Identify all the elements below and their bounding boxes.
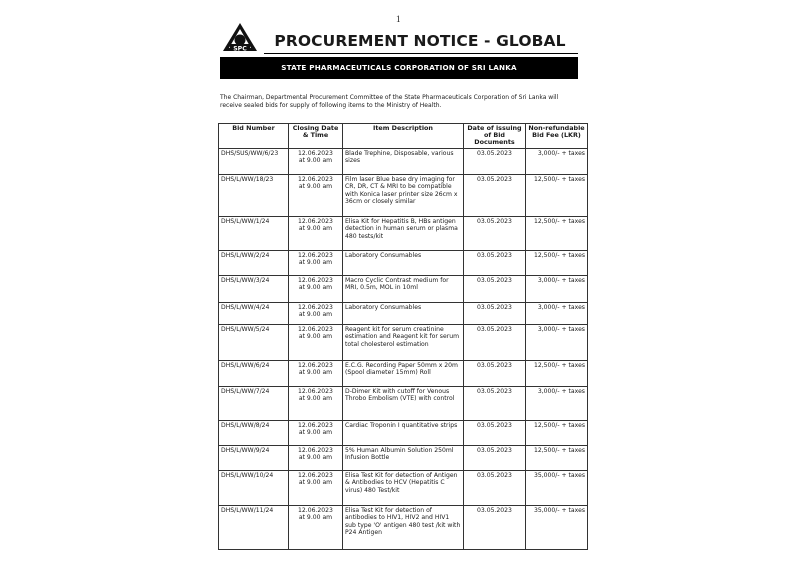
page-number: 1	[396, 14, 401, 24]
closing-date	[289, 149, 343, 175]
item-description: Elisa Test Kit for detection of antibodies to HIV1, HIV2 and HIV1 sub type 'O' antigen 480 test /kit with P24 Antigen	[343, 506, 464, 550]
bid-number: DHS/L/WW/11/24	[219, 506, 289, 550]
table-row	[219, 149, 588, 175]
issue-date: 03.05.2023	[464, 325, 526, 361]
closing-date	[289, 276, 343, 303]
closing-date-value: 12.06.2023	[298, 472, 333, 479]
closing-date	[289, 303, 343, 325]
bid-fee: 12,500/- + taxes	[526, 217, 588, 251]
closing-date	[289, 387, 343, 421]
table-row	[219, 421, 588, 446]
bid-fee: 3,000/- + taxes	[526, 149, 588, 175]
bid-fee: 12,500/- + taxes	[526, 446, 588, 471]
bid-fee: 12,500/- + taxes	[526, 251, 588, 276]
logo-text: SPC	[233, 45, 247, 53]
table-row	[219, 303, 588, 325]
table-row	[219, 361, 588, 387]
bid-number: DHS/L/WW/18/23	[219, 175, 289, 217]
bids-table	[218, 123, 588, 550]
closing-date	[289, 175, 343, 217]
bid-number: DHS/L/WW/2/24	[219, 251, 289, 276]
table-row	[219, 251, 588, 276]
bid-fee: 3,000/- + taxes	[526, 276, 588, 303]
item-description: 5% Human Albumin Solution 250ml Infusion Bottle	[343, 446, 464, 471]
closing-time-value: at 9.00 am	[298, 259, 333, 267]
closing-date	[289, 506, 343, 550]
closing-date-value: 12.06.2023	[298, 277, 333, 284]
item-description: Elisa Kit for Hepatitis B, HBs antigen detection in human serum or plasma 480 tests/kit	[343, 217, 464, 251]
table-row	[219, 387, 588, 421]
issue-date: 03.05.2023	[464, 303, 526, 325]
bid-fee: 3,000/- + taxes	[526, 387, 588, 421]
bid-number: DHS/L/WW/8/24	[219, 421, 289, 446]
closing-time-value: at 9.00 am	[298, 157, 333, 165]
header-bid-number: Bid Number	[219, 124, 289, 149]
closing-time-value: at 9.00 am	[298, 284, 333, 292]
table-row	[219, 506, 588, 550]
closing-date	[289, 217, 343, 251]
intro-paragraph: The Chairman, Departmental Procurement Committee of the State Pharmaceuticals Corporation of Sri Lanka will receive sealed bids for supply of following items to the Ministry of Health.	[220, 94, 559, 109]
item-description: E.C.G. Recording Paper 50mm x 20m (Spool diameter 15mm) Roll	[343, 361, 464, 387]
closing-time-value: at 9.00 am	[298, 479, 333, 487]
issue-date: 03.05.2023	[464, 149, 526, 175]
item-description: Blade Trephine, Disposable, various sizes	[343, 149, 464, 175]
issue-date: 03.05.2023	[464, 251, 526, 276]
bid-fee: 3,000/- + taxes	[526, 303, 588, 325]
bid-fee: 35,000/- + taxes	[526, 506, 588, 550]
closing-date	[289, 361, 343, 387]
closing-time-value: at 9.00 am	[298, 429, 333, 437]
spc-logo-icon	[220, 22, 260, 54]
closing-date-value: 12.06.2023	[298, 176, 333, 183]
bid-number: DHS/L/WW/6/24	[219, 361, 289, 387]
item-description: Laboratory Consumables	[343, 251, 464, 276]
issue-date: 03.05.2023	[464, 446, 526, 471]
closing-date-value: 12.06.2023	[298, 304, 333, 311]
closing-date-value: 12.06.2023	[298, 218, 333, 225]
closing-date-value: 12.06.2023	[298, 447, 333, 454]
spc-logo	[220, 22, 260, 54]
closing-time-value: at 9.00 am	[298, 333, 333, 341]
page-title: PROCUREMENT NOTICE - GLOBAL	[274, 32, 566, 50]
closing-date-value: 12.06.2023	[298, 150, 333, 157]
closing-date	[289, 251, 343, 276]
bid-fee: 35,000/- + taxes	[526, 471, 588, 506]
bid-fee: 3,000/- + taxes	[526, 325, 588, 361]
item-description: Laboratory Consumables	[343, 303, 464, 325]
closing-date-value: 12.06.2023	[298, 422, 333, 429]
issue-date: 03.05.2023	[464, 421, 526, 446]
closing-time-value: at 9.00 am	[298, 183, 333, 191]
item-description: Reagent kit for serum creatinine estimation and Reagent kit for serum total cholesterol estimation	[343, 325, 464, 361]
header-item-description: Item Description	[343, 124, 464, 149]
bid-number: DHS/L/WW/7/24	[219, 387, 289, 421]
bid-number: DHS/L/WW/10/24	[219, 471, 289, 506]
item-description: Cardiac Troponin I quantitative strips	[343, 421, 464, 446]
closing-date	[289, 471, 343, 506]
closing-time-value: at 9.00 am	[298, 454, 333, 462]
header-bid-fee: Non-refundable Bid Fee (LKR)	[526, 124, 588, 149]
header-issue-date: Date of issuing of Bid Documents	[464, 124, 526, 149]
issue-date: 03.05.2023	[464, 175, 526, 217]
table-row	[219, 175, 588, 217]
bid-number: DHS/L/WW/3/24	[219, 276, 289, 303]
table-row	[219, 446, 588, 471]
bid-number: DHS/L/WW/4/24	[219, 303, 289, 325]
title-underline	[264, 53, 578, 54]
closing-time-value: at 9.00 am	[298, 369, 333, 377]
bid-fee: 12,500/- + taxes	[526, 175, 588, 217]
bid-fee: 12,500/- + taxes	[526, 361, 588, 387]
item-description: Macro Cyclic Contrast medium for MRI, 0.5m, MOL in 10ml	[343, 276, 464, 303]
header-closing-date: Closing Date & Time	[289, 124, 343, 149]
table-header-row	[219, 124, 588, 149]
organization-banner: STATE PHARMACEUTICALS CORPORATION OF SRI LANKA	[220, 57, 578, 79]
closing-date	[289, 421, 343, 446]
table-row	[219, 325, 588, 361]
closing-date	[289, 325, 343, 361]
closing-time-value: at 9.00 am	[298, 311, 333, 319]
issue-date: 03.05.2023	[464, 217, 526, 251]
issue-date: 03.05.2023	[464, 506, 526, 550]
bid-fee: 12,500/- + taxes	[526, 421, 588, 446]
closing-time-value: at 9.00 am	[298, 395, 333, 403]
item-description: Elisa Test Kit for detection of Antigen & Antibodies to HCV (Hepatitis C virus) 480 Test/kit	[343, 471, 464, 506]
closing-date-value: 12.06.2023	[298, 252, 333, 259]
issue-date: 03.05.2023	[464, 361, 526, 387]
bid-number: DHS/L/WW/9/24	[219, 446, 289, 471]
item-description: Film laser Blue base dry imaging for CR, DR, CT & MRI to be compatible with Konica laser printer size 26cm x 36cm or closely similar	[343, 175, 464, 217]
closing-date	[289, 446, 343, 471]
issue-date: 03.05.2023	[464, 276, 526, 303]
bid-number: DHS/L/WW/5/24	[219, 325, 289, 361]
closing-time-value: at 9.00 am	[298, 225, 333, 233]
issue-date: 03.05.2023	[464, 471, 526, 506]
closing-time-value: at 9.00 am	[298, 514, 333, 522]
table-row	[219, 276, 588, 303]
table-row	[219, 471, 588, 506]
closing-date-value: 12.06.2023	[298, 326, 333, 333]
bid-number: DHS/SUS/WW/6/23	[219, 149, 289, 175]
issue-date: 03.05.2023	[464, 387, 526, 421]
item-description: D-Dimer Kit with cutoff for Venous Throbo Embolism (VTE) with control	[343, 387, 464, 421]
table-row	[219, 217, 588, 251]
closing-date-value: 12.06.2023	[298, 507, 333, 514]
closing-date-value: 12.06.2023	[298, 362, 333, 369]
closing-date-value: 12.06.2023	[298, 388, 333, 395]
bid-number: DHS/L/WW/1/24	[219, 217, 289, 251]
